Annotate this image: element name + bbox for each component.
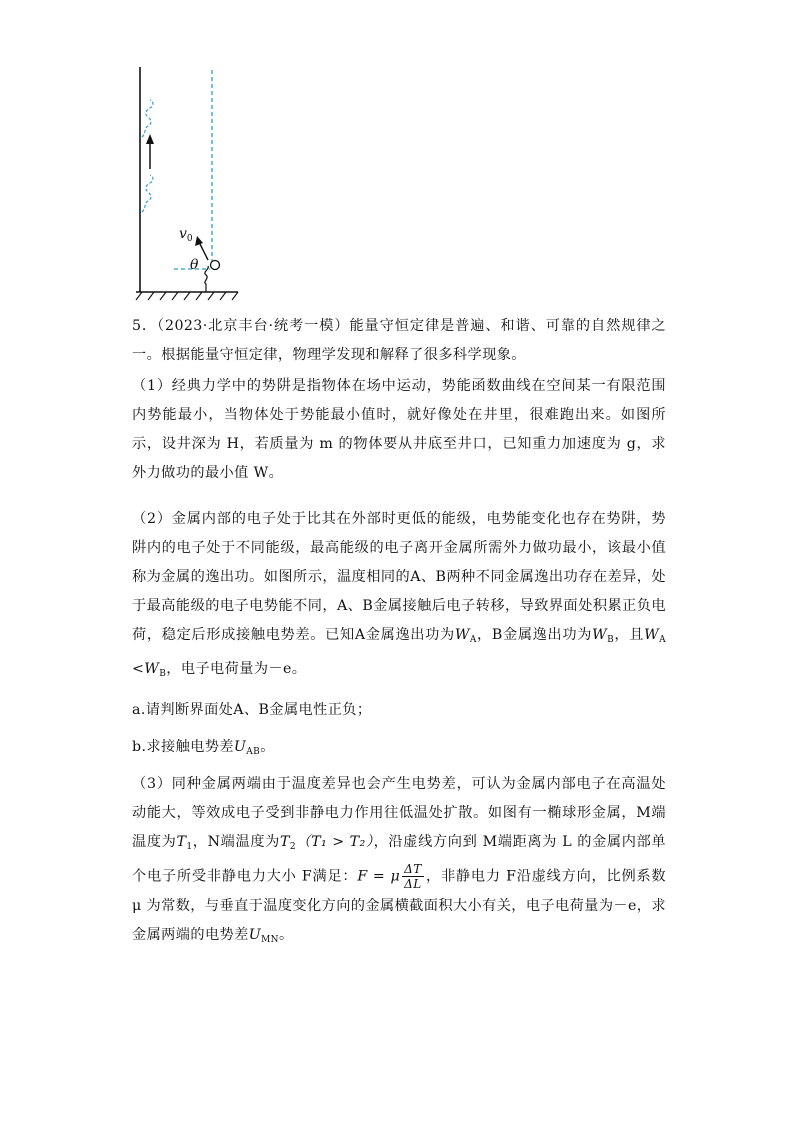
problem-source-line: 5．（2023·北京丰台·统考一模）能量守恒定律是普遍、和谐、可靠的自然规律之一。根据能量守恒定律，物理学发现和解释了很多科学现象。 (132, 318, 666, 363)
velocity-arrow-shaft (199, 242, 208, 260)
part2-end: ，电子电荷量为－e。 (166, 661, 307, 677)
ball-stem (205, 266, 208, 292)
dt-dl-fraction: $\frac{\Delta T}{\Delta L}$ (404, 862, 422, 891)
part3-end: 。 (278, 926, 294, 943)
part3-block (132, 770, 666, 955)
velocity-arrow-head (195, 236, 203, 246)
part3-mid1: ，N端温度为 (192, 834, 281, 850)
v0-label: $v_0$ (179, 226, 193, 244)
problem-intro (132, 312, 666, 370)
part2-question-b: b.求接触电势差$U_{AB}$。 (132, 739, 275, 757)
part3-body: （3）同种金属两端由于温度差异也会产生电势差，可认为金属内部电子在高温处动能大，等效成电子受到非静电力作用往低温处扩散。如图有一椭球形金属，M端温度为 (132, 776, 666, 850)
t-inequality: （T₁ > T₂） (296, 834, 374, 850)
height-arrow-head (146, 134, 154, 144)
well-diagram-svg (128, 62, 248, 312)
part1-block (132, 372, 666, 488)
wa-symbol: $W_A$ (454, 627, 477, 645)
part2-question-a-block (132, 696, 666, 725)
part3-text (132, 770, 666, 955)
lower-wavy-break (142, 175, 153, 212)
part2-question-b-block (132, 733, 666, 767)
part2-body: （2）金属内部的电子处于比其在外部时更低的能级，电势能变化也存在势阱，势阱内的电子处于不同能级，最高能级的电子离开金属所需外力做功最小，该最小值称为金属的逸出功。如图所示，温度相同的A、B两种不同金属逸出功存在差异，处于最高能级的电子电势能不同，A、B金属接触后电子转移，导致界面处积累正负电荷，稳定后形成接触电势差。已知A金属逸出功为 (132, 511, 666, 643)
t2-symbol: $T_2$ (280, 834, 297, 852)
part2-and: ，且 (614, 627, 645, 643)
uab-symbol: $U_{AB}$ (233, 739, 261, 757)
part2-block (132, 505, 666, 689)
well-diagram (128, 62, 248, 312)
wb-symbol: $W_B$ (592, 627, 615, 645)
part1-text: （1）经典力学中的势阱是指物体在场中运动，势能函数曲线在空间某一有限范围内势能最小，当物体处于势能最小值时，就好像处在井里，很难跑出来。如图所示，设井深为 H，若质量为 m 的物体要从井底至井口，已知重力加速度为 g，求外力做功的最小值 W。 (132, 378, 666, 481)
ground-hatch (136, 292, 238, 300)
part2-mid: ，B金属逸出功为 (476, 627, 593, 643)
wa-lt-wb: $W_A <W_B$ (132, 627, 666, 679)
t1-symbol: $T_1$ (176, 834, 193, 852)
part3-mid3: ，非静电力 F沿虚线方向，比例系数 μ 为常数，与垂直于温度变化方向的金属横截面积大小有关，电子电荷量为－e，求金属两端的电势差 (132, 868, 666, 943)
part2-text (132, 505, 666, 689)
upper-wavy-break (142, 100, 153, 137)
theta-label: θ (190, 257, 199, 273)
force-formula: F = μ (357, 868, 401, 885)
part2-question-a: a.请判断界面处A、B金属电性正负； (132, 702, 372, 718)
part3-mid2: ，沿虚线方向到 M端距离为 L 的金属内部单个电子所受非静电力大小 F满足： (132, 834, 666, 885)
ball (211, 261, 220, 270)
umn-symbol: $U_{MN}$ (248, 926, 279, 945)
